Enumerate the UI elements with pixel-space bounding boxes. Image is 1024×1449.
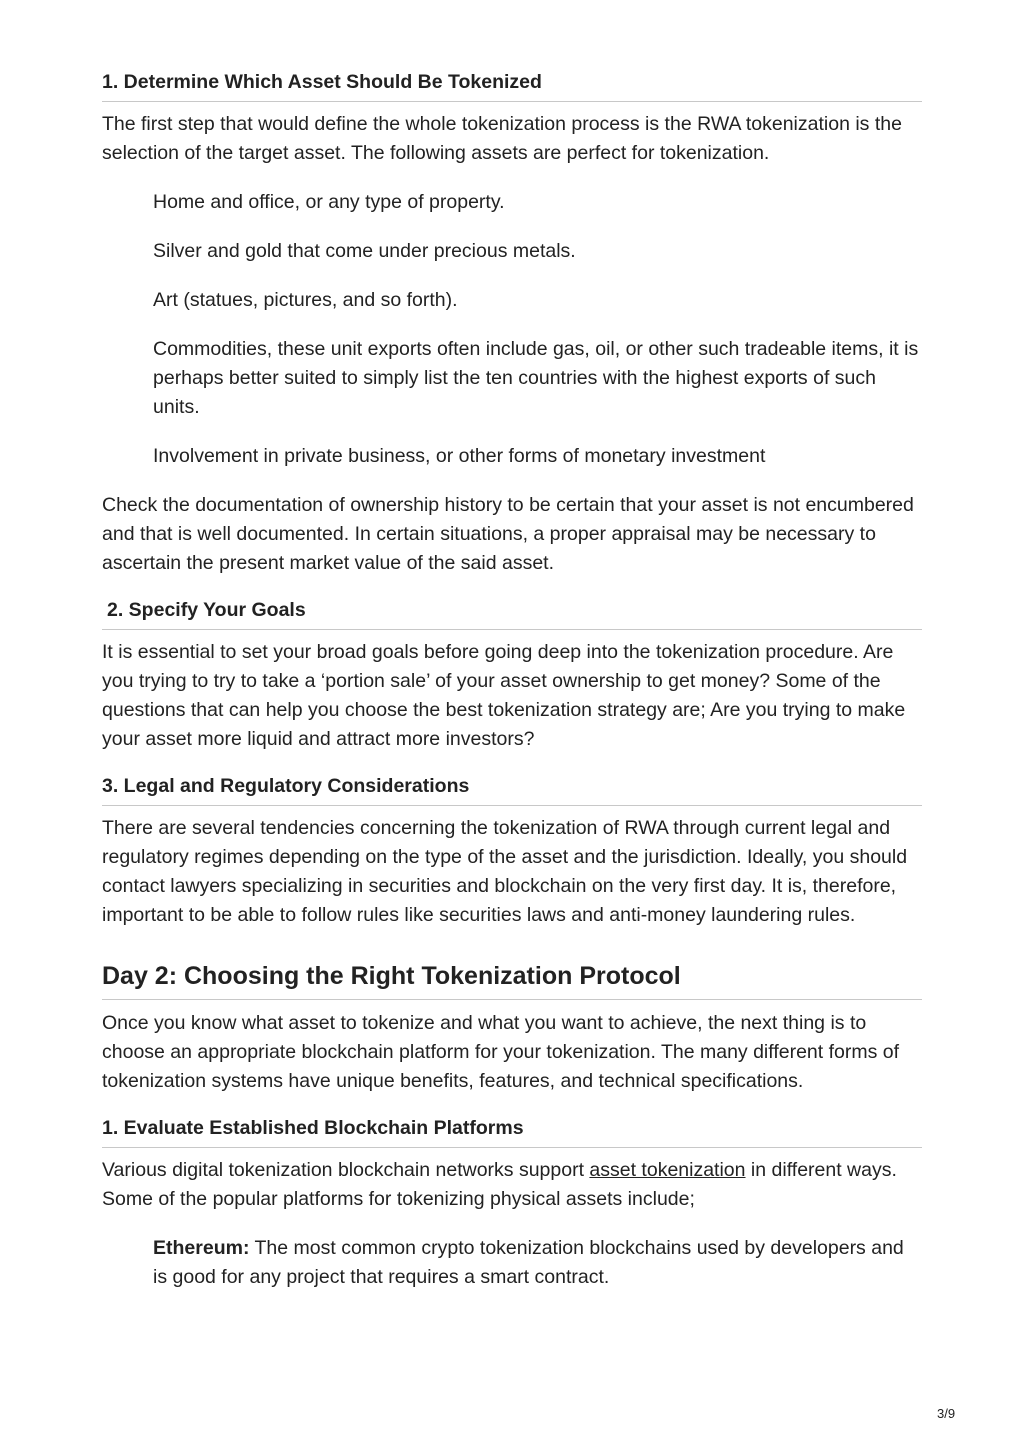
section-heading-specify-goals: 2. Specify Your Goals bbox=[102, 598, 922, 630]
section-paragraph: Once you know what asset to tokenize and what you want to achieve, the next thing is to choose an appropriate blockchain platform for your tokenization. The many different forms of tokenization systems have unique benefits, features, and technical specifications. bbox=[102, 1012, 900, 1092]
day2-heading: Day 2: Choosing the Right Tokenization Protocol bbox=[102, 961, 922, 1000]
section-paragraph: Check the documentation of ownership history to be certain that your asset is not encumbered and that is well documented. In certain situations, a proper appraisal may be necessary to ascertain the present market value of the said asset. bbox=[102, 494, 914, 574]
page-number: 3/9 bbox=[937, 1406, 956, 1421]
asset-list bbox=[102, 188, 922, 471]
list-item-ethereum bbox=[153, 1234, 922, 1292]
document-page bbox=[102, 70, 922, 1312]
list-item: Commodities, these unit exports often include gas, oil, or other such tradeable items, it is perhaps better suited to simply list the ten countries with the highest exports of such units. bbox=[153, 338, 919, 418]
list-item: Silver and gold that come under precious metals. bbox=[153, 240, 576, 262]
ethereum-text: The most common crypto tokenization blockchains used by developers and is good for any project that requires a smart contract. bbox=[153, 1237, 904, 1288]
list-item: Involvement in private business, or other forms of monetary investment bbox=[153, 445, 766, 467]
section-paragraph: There are several tendencies concerning the tokenization of RWA through current legal and regulatory regimes depending on the type of the asset and the jurisdiction. Ideally, you should contact lawyers specializing in securities and blockchain on the very first day. It is, therefore, important to be able to follow rules like securities laws and anti-money laundering rules. bbox=[102, 817, 908, 926]
list-item: Art (statues, pictures, and so forth). bbox=[153, 289, 458, 311]
section-paragraph: It is essential to set your broad goals before going deep into the tokenization procedure. Are you trying to try to take a ‘portion sale’ of your asset ownership to get money? Some of the questions that can help you choose the best tokenization strategy are; Are you trying to make your asset more liquid and attract more investors? bbox=[102, 641, 906, 750]
section-heading-determine-asset: 1. Determine Which Asset Should Be Tokenized bbox=[102, 70, 922, 102]
ethereum-label: Ethereum: bbox=[153, 1237, 250, 1259]
list-item: Home and office, or any type of property. bbox=[153, 191, 505, 213]
paragraph-text: Various digital tokenization blockchain networks support bbox=[102, 1159, 590, 1181]
section-paragraph bbox=[102, 1156, 922, 1214]
platform-list bbox=[102, 1234, 922, 1292]
section-heading-evaluate-platforms: 1. Evaluate Established Blockchain Platforms bbox=[102, 1116, 922, 1148]
section-paragraph: The first step that would define the whole tokenization process is the RWA tokenization is the selection of the target asset. The following assets are perfect for tokenization. bbox=[102, 113, 902, 164]
asset-tokenization-link[interactable]: asset tokenization bbox=[589, 1159, 746, 1181]
paragraph-text: in different ways. Some of the popular platforms for tokenizing physical assets include; bbox=[102, 1159, 897, 1210]
section-heading-legal: 3. Legal and Regulatory Considerations bbox=[102, 774, 922, 806]
